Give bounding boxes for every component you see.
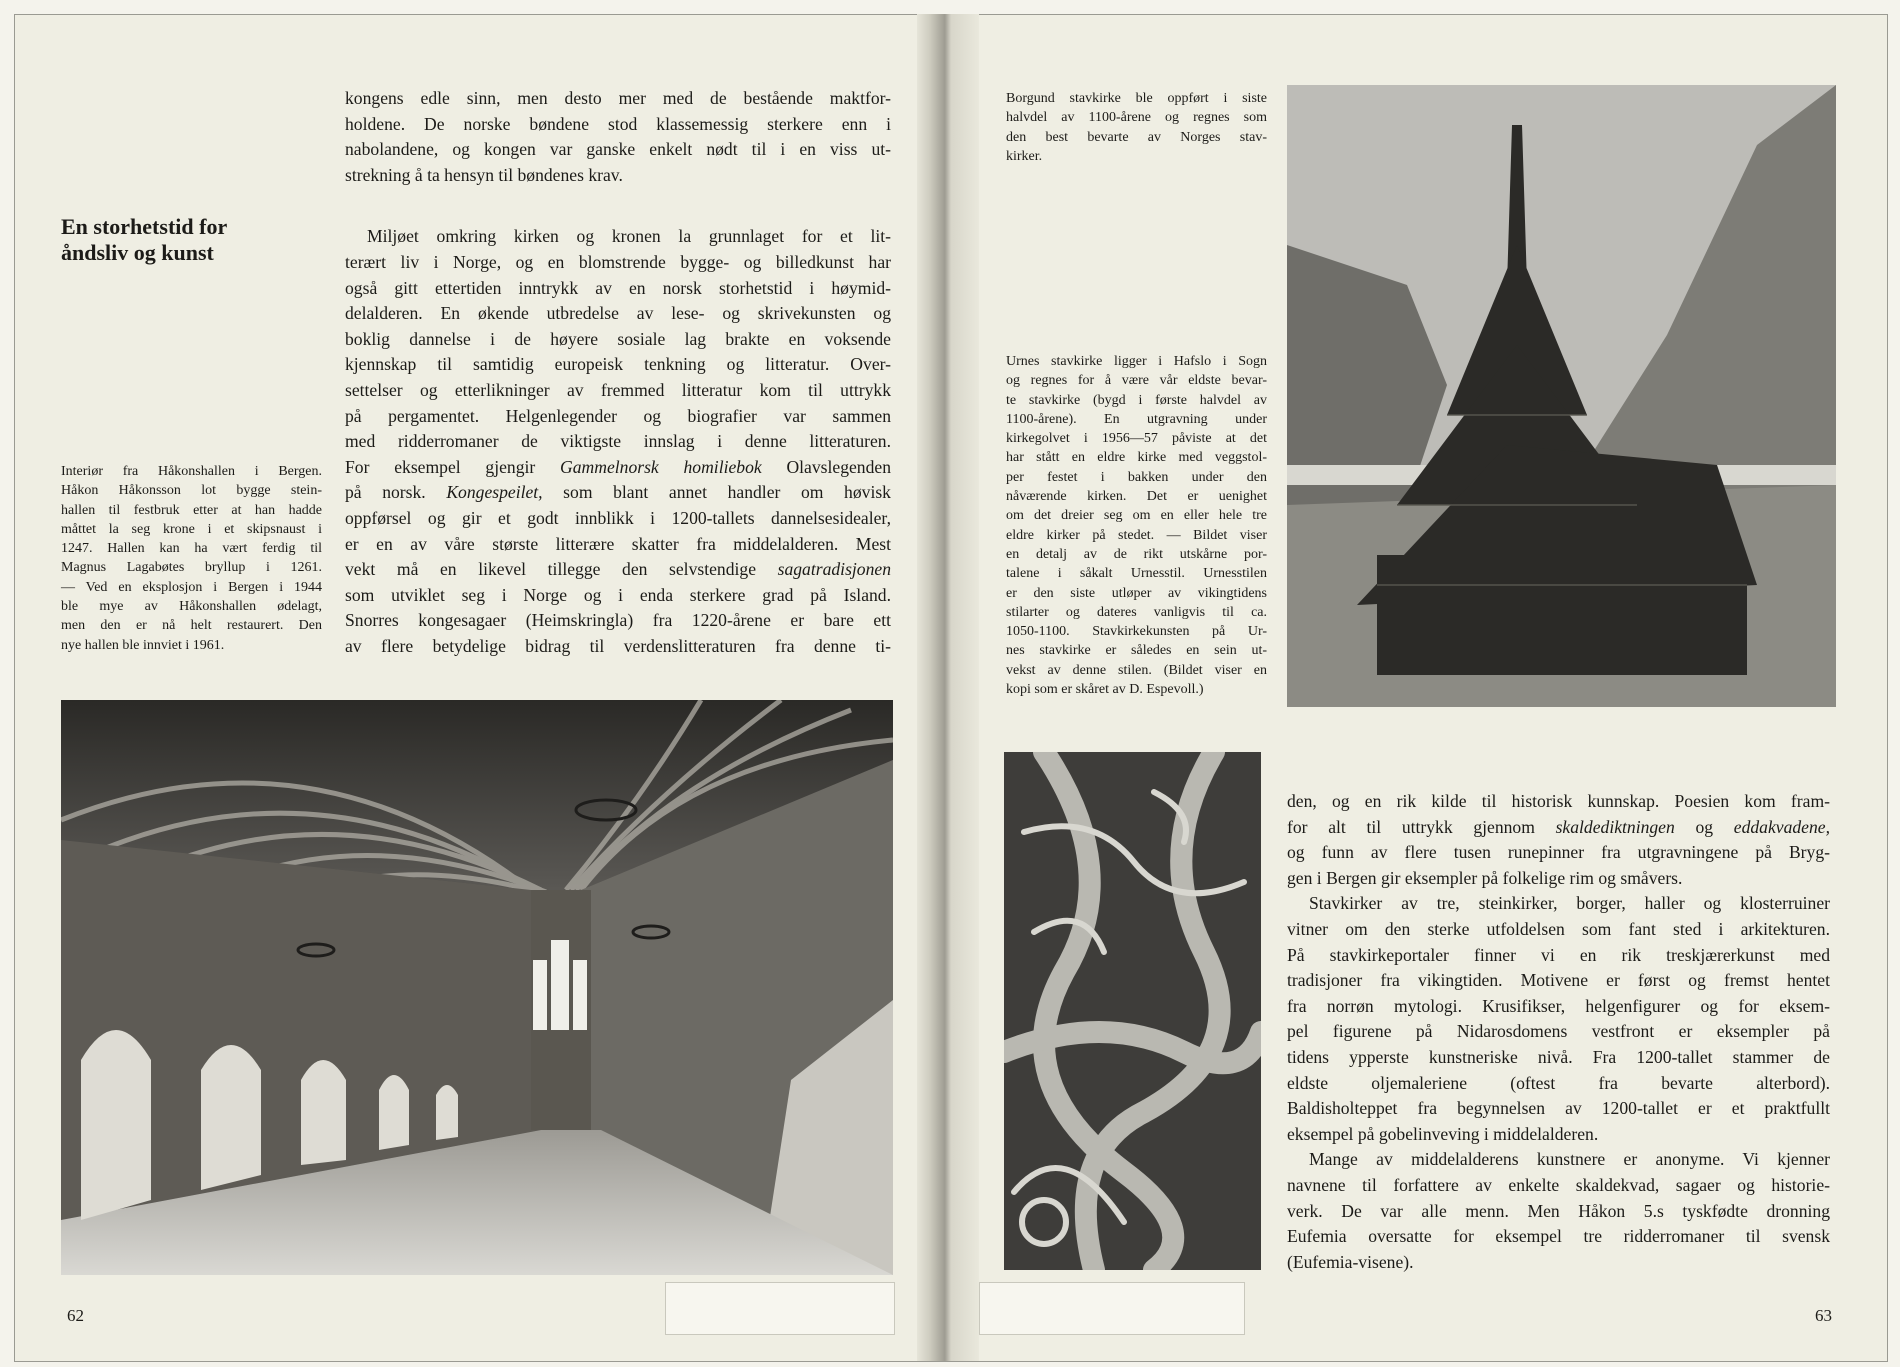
text-line <box>1287 866 1830 892</box>
text-segment: Stavkirker av tre, steinkirker, borger, haller og klosterruiner <box>1309 893 1830 914</box>
text-line <box>1287 1199 1830 1225</box>
text-line <box>1006 506 1267 525</box>
text-segment: delalderen. En økende utbredelse av lese- og skrivekunsten og <box>345 303 891 324</box>
text-segment: Mange av middelalderens kunstnere er anonyme. Vi kjenner <box>1309 1149 1830 1170</box>
text-segment: er den siste utløper av vikingtidens <box>1006 585 1267 601</box>
text-line <box>1006 371 1267 390</box>
text-line <box>1287 1019 1830 1045</box>
text-segment: strekning å ta hensyn til bøndenes krav. <box>345 164 623 185</box>
paragraph <box>345 224 891 659</box>
blank-label-area <box>665 1282 895 1335</box>
text-line <box>345 137 891 163</box>
section-heading <box>61 214 227 266</box>
text-line <box>345 250 891 276</box>
text-segment: en detalj av de rikt utskårne por- <box>1006 546 1267 562</box>
text-segment: settelser og etterlikninger av fremmed litteratur kom til uttrykk <box>345 379 891 400</box>
text-segment: Eufemia oversatte for eksempel tre ridderromaner til svensk <box>1287 1226 1830 1247</box>
page-number-left: 62 <box>67 1306 84 1325</box>
text-line <box>61 558 322 577</box>
text-segment: tidens ypperste kunstneriske nivå. Fra 1200-tallet stammer de <box>1287 1046 1830 1067</box>
borgund-caption <box>1006 89 1267 166</box>
text-line <box>1287 1122 1830 1148</box>
text-segment: tradisjoner fra vikingtiden. Motivene er først og fremst hentet <box>1287 970 1830 991</box>
text-line <box>345 404 891 430</box>
text-line <box>1006 108 1267 127</box>
text-segment: den best bevarte av Norges stav- <box>1006 129 1267 145</box>
text-segment: per festet i bakken under den <box>1006 469 1267 485</box>
text-segment: vekt må en likevel tillegge den selvstendige <box>345 559 778 580</box>
hakonshallen-interior-photo <box>61 700 893 1275</box>
left-body-text <box>345 86 891 659</box>
heading-line: En storhetstid for <box>61 214 228 239</box>
text-segment: Snorres kongesagaer (Heimskringla) fra 1220-årene er bare ett <box>345 610 891 631</box>
text-segment: kirkegolvet i 1956—57 påviste at det <box>1006 431 1267 447</box>
text-segment: Urnes stavkirke ligger i Hafslo i Sogn <box>1006 354 1267 369</box>
text-segment: på norsk. <box>345 482 447 503</box>
text-segment: har stått en eldre kirke med veggstol- <box>1006 450 1267 466</box>
text-line <box>1006 564 1267 583</box>
text-segment: Olavslegenden <box>761 456 892 477</box>
italic-text: Gammelnorsk homiliebok <box>560 456 762 477</box>
text-segment: kirker. <box>1006 148 1043 164</box>
borgund-stave-church-photo <box>1287 85 1836 707</box>
text-line <box>61 520 322 539</box>
text-segment: er en av våre største litterære skatter fra middelalderen. Mest <box>345 533 891 554</box>
paragraph <box>1287 891 1830 1147</box>
text-line <box>345 86 891 112</box>
text-segment: Borgund stavkirke ble oppført i siste <box>1006 91 1267 106</box>
text-segment: nes stavkirke er således en sein ut- <box>1006 643 1267 659</box>
text-segment: 1050-1100. Stavkirkekunsten på Ur- <box>1006 624 1267 640</box>
text-line <box>1006 584 1267 603</box>
paragraph <box>1287 1147 1830 1275</box>
text-line <box>1287 1224 1830 1250</box>
urnes-carving-photo <box>1004 752 1261 1270</box>
text-line <box>345 327 891 353</box>
text-segment: For eksempel gjengir <box>345 456 561 477</box>
italic-text: sagatradisjonen <box>777 559 891 580</box>
text-segment: Interiør fra Håkonshallen i Bergen. <box>61 464 322 479</box>
text-segment: ble mye av Håkonshallen ødelagt, <box>61 599 322 615</box>
text-segment: fra norrøn mytologi. Krusifikser, helgenfigurer og for eksem- <box>1287 995 1830 1016</box>
text-line <box>1006 89 1267 108</box>
blank-label-area <box>979 1282 1245 1335</box>
text-segment: terært liv i Norge, og en blomstrende bygge- og billedkunst har <box>345 251 891 272</box>
text-line <box>1287 943 1830 969</box>
text-line <box>345 506 891 532</box>
text-line <box>61 462 322 481</box>
text-segment: nye hallen ble innviet i 1961. <box>61 637 225 653</box>
text-line <box>61 539 322 558</box>
text-line <box>61 636 322 655</box>
text-line <box>1006 680 1267 699</box>
text-segment: Magnus Lagabøtes bryllup i 1261. <box>61 560 322 576</box>
text-segment: og regnes for å være vår eldste bevar- <box>1006 373 1267 389</box>
text-line <box>345 429 891 455</box>
text-line <box>345 163 891 189</box>
text-segment: verk. De var alle menn. Men Håkon 5.s tyskfødte dronning <box>1287 1200 1830 1221</box>
text-segment: kopi som er skåret av D. Espevoll.) <box>1006 682 1204 698</box>
text-segment: navnene til forfattere av enkelte skaldekvad, sagaer og historie- <box>1287 1174 1830 1195</box>
text-segment: kongens edle sinn, men desto mer med de bestående maktfor- <box>345 88 891 108</box>
heading-line: åndsliv og kunst <box>61 240 214 265</box>
italic-text: Kongespeilet, <box>446 482 543 503</box>
text-segment: kjennskap til samtidig europeisk tenkning og litteratur. Over- <box>345 354 891 375</box>
text-segment: gen i Bergen gir eksempler på folkelige rim og småvers. <box>1287 867 1683 888</box>
paragraph <box>1287 789 1830 891</box>
text-line <box>61 597 322 616</box>
italic-text: skaldediktningen <box>1555 816 1675 837</box>
text-segment: måttet la seg krone i et skipsnaust i <box>61 521 322 537</box>
text-segment: talene i såkalt Urnesstil. Urnesstilen <box>1006 566 1267 582</box>
text-segment: vekst av denne stilen. (Bildet viser en <box>1006 662 1267 678</box>
text-line <box>345 455 891 481</box>
text-segment: Miljøet omkring kirken og kronen la grunnlaget for et lit- <box>367 226 891 247</box>
text-segment: av flere betydelige bidrag til verdenslitteraturen fra denne ti- <box>345 635 891 656</box>
text-line <box>1287 840 1830 866</box>
text-segment: boklig dannelse i de høyere sosiale lag brakte en voksende <box>345 328 891 349</box>
text-line <box>1287 815 1830 841</box>
page-number-right: 63 <box>1815 1306 1832 1325</box>
text-line <box>1006 641 1267 660</box>
text-line <box>1287 994 1830 1020</box>
text-segment: pel figurene på Nidarosdomens vestfront er eksempler på <box>1287 1021 1830 1042</box>
text-line <box>1287 891 1830 917</box>
text-line <box>1287 917 1830 943</box>
text-segment: — Ved en eksplosjon i Bergen i 1944 <box>61 579 322 595</box>
italic-text: eddakvadene, <box>1733 816 1830 837</box>
text-line <box>1006 429 1267 448</box>
text-line <box>1006 468 1267 487</box>
text-segment: eldste oljemaleriene (oftest fra bevarte alterbord). <box>1287 1072 1830 1093</box>
text-line <box>345 583 891 609</box>
text-segment: nabolandene, og kongen var ganske enkelt nødt til i en viss ut- <box>345 139 891 160</box>
text-line <box>1287 1250 1830 1276</box>
text-segment: 1247. Hallen kan ha vært ferdig til <box>61 541 322 557</box>
text-line <box>1287 968 1830 994</box>
text-segment: som utviklet seg i Norge og i enda sterkere grad på Island. <box>345 584 891 605</box>
text-segment: og <box>1674 816 1734 837</box>
right-body-text <box>1287 789 1830 1275</box>
text-line <box>1006 661 1267 680</box>
text-segment: oppførsel og gir et godt innblikk i 1200-tallets dannelsesidealer, <box>345 507 891 528</box>
urnes-caption <box>1006 352 1267 699</box>
text-line <box>345 112 891 138</box>
text-line <box>1287 1147 1830 1173</box>
text-segment: med ridderromaner de viktigste innslag i denne litteraturen. <box>345 431 891 452</box>
text-segment: Håkon Håkonsson lot bygge stein- <box>61 483 322 499</box>
text-line <box>345 532 891 558</box>
text-segment: Baldisholteppet fra begynnelsen av 1200-tallet er et praktfullt <box>1287 1098 1830 1119</box>
text-line <box>61 616 322 635</box>
text-line <box>61 578 322 597</box>
text-line <box>1287 789 1830 815</box>
text-line <box>1006 128 1267 147</box>
text-segment: halvdel av 1100-årene og regnes som <box>1006 110 1267 126</box>
text-segment: om det dreier seg om en eller hele tre <box>1006 508 1267 524</box>
text-segment: hallen til festbruk etter at han hadde <box>61 502 322 518</box>
text-line <box>345 224 891 250</box>
text-line <box>1006 410 1267 429</box>
text-segment: 1100-årene). En utgravning under <box>1006 411 1267 427</box>
text-segment: og funn av flere tusen runepinner fra utgravningene på Bryg- <box>1287 842 1830 863</box>
text-line <box>1006 448 1267 467</box>
text-line <box>1287 1071 1830 1097</box>
text-line <box>345 608 891 634</box>
text-line <box>1006 147 1267 166</box>
text-line <box>345 634 891 660</box>
text-segment: stilarter og dateres vanligvis til ca. <box>1006 604 1267 620</box>
text-line <box>345 276 891 302</box>
text-line <box>345 301 891 327</box>
text-segment: nåværende kirken. Det er uenighet <box>1006 489 1267 505</box>
text-line <box>1006 545 1267 564</box>
text-line <box>61 481 322 500</box>
text-line <box>345 378 891 404</box>
text-line <box>1006 391 1267 410</box>
hall-photo-caption <box>61 462 322 655</box>
text-segment: eldre kirker på stedet. — Bildet viser <box>1006 527 1267 543</box>
paragraph <box>345 86 891 188</box>
text-line <box>345 557 891 583</box>
text-segment: for alt til uttrykk gjennom <box>1287 816 1556 837</box>
text-segment: vitner om den sterke utfoldelsen som fant sted i arkitekturen. <box>1287 918 1830 939</box>
text-line <box>1287 1045 1830 1071</box>
text-segment: te stavkirke (bygd i første halvdel av <box>1006 392 1267 408</box>
text-segment: også gitt ettertiden inntrykk av en norsk storhetstid i høymid- <box>345 277 891 298</box>
text-segment: som blant annet handler om høvisk <box>542 482 891 503</box>
text-segment: eksempel på gobelinveving i middelalderen. <box>1287 1123 1599 1144</box>
text-line <box>61 501 322 520</box>
book-gutter <box>917 14 979 1361</box>
text-line <box>1006 487 1267 506</box>
text-line <box>1287 1173 1830 1199</box>
text-line <box>1006 603 1267 622</box>
text-line <box>1006 526 1267 545</box>
text-segment: men den er nå helt restaurert. Den <box>61 618 322 634</box>
text-segment: På stavkirkeportaler finner vi en rik treskjærerkunst med <box>1287 944 1830 965</box>
text-segment: holdene. De norske bøndene stod klassemessig sterkere enn i <box>345 113 891 134</box>
text-line <box>345 480 891 506</box>
text-segment: på pergamentet. Helgenlegender og biografier var sammen <box>345 405 891 426</box>
text-line <box>1006 622 1267 641</box>
text-line <box>1006 352 1267 371</box>
text-line <box>1287 1096 1830 1122</box>
text-segment: den, og en rik kilde til historisk kunnskap. Poesien kom fram- <box>1287 791 1830 811</box>
text-line <box>345 352 891 378</box>
text-segment: (Eufemia-visene). <box>1287 1251 1414 1272</box>
